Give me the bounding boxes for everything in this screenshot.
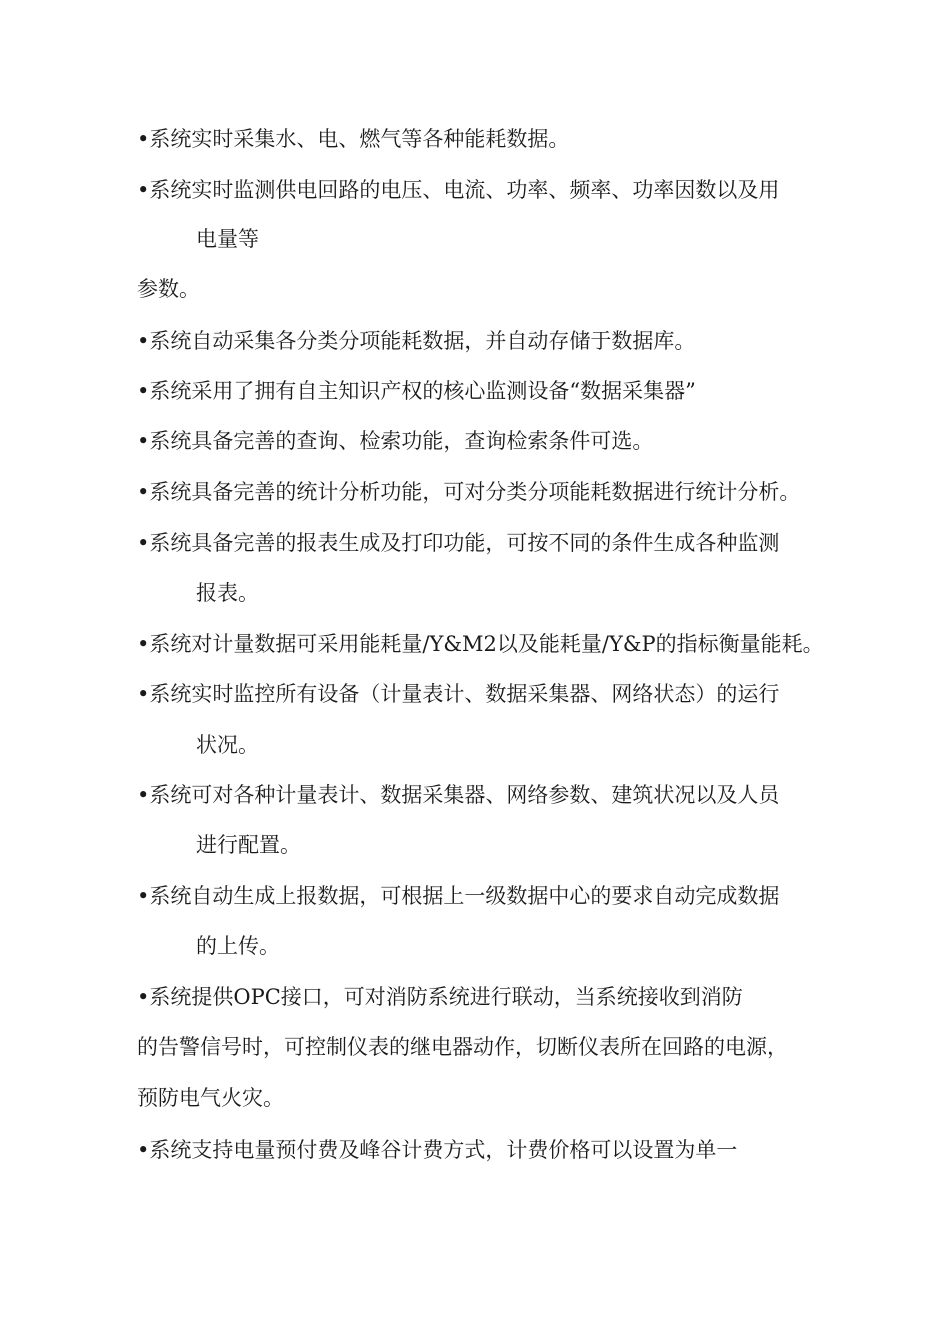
paragraph-line: 参数。 <box>137 277 200 301</box>
paragraph-line: 预防电气火灾。 <box>137 1086 284 1110</box>
paragraph-line: •系统具备完善的报表生成及打印功能，可按不同的条件生成各种监测 <box>137 531 780 555</box>
paragraph-line: •系统可对各种计量表计、数据采集器、网络参数、建筑状况以及人员 <box>137 783 780 807</box>
paragraph-line: •系统支持电量预付费及峰谷计费方式，计费价格可以设置为单一 <box>137 1138 738 1162</box>
paragraph-line: •系统对计量数据可采用能耗量/Y&M2以及能耗量/Y&P的指标衡量能耗。 <box>137 632 824 656</box>
paragraph-line: 进行配置。 <box>196 833 301 857</box>
paragraph-line: 电量等 <box>196 227 259 251</box>
paragraph-line: 状况。 <box>196 733 259 757</box>
paragraph-line: •系统提供OPC接口，可对消防系统进行联动，当系统接收到消防 <box>137 985 743 1009</box>
paragraph-line: •系统自动采集各分类分项能耗数据，并自动存储于数据库。 <box>137 329 696 353</box>
paragraph-line: •系统实时监测供电回路的电压、电流、功率、频率、功率因数以及用 <box>137 178 780 202</box>
paragraph-line: 的告警信号时，可控制仪表的继电器动作，切断仪表所在回路的电源， <box>137 1035 788 1059</box>
paragraph-line: •系统自动生成上报数据，可根据上一级数据中心的要求自动完成数据 <box>137 884 780 908</box>
paragraph-line: 的上传。 <box>196 934 280 958</box>
paragraph-line: •系统具备完善的统计分析功能，可对分类分项能耗数据进行统计分析。 <box>137 480 801 504</box>
paragraph-line: •系统实时采集水、电、燃气等各种能耗数据。 <box>137 127 570 151</box>
paragraph-line: •系统实时监控所有设备（计量表计、数据采集器、网络状态）的运行 <box>137 682 780 706</box>
paragraph-line: 报表。 <box>196 581 259 605</box>
paragraph-line: •系统具备完善的查询、检索功能，查询检索条件可选。 <box>137 429 654 453</box>
paragraph-line: •系统采用了拥有自主知识产权的核心监测设备“数据采集器” <box>137 379 696 403</box>
